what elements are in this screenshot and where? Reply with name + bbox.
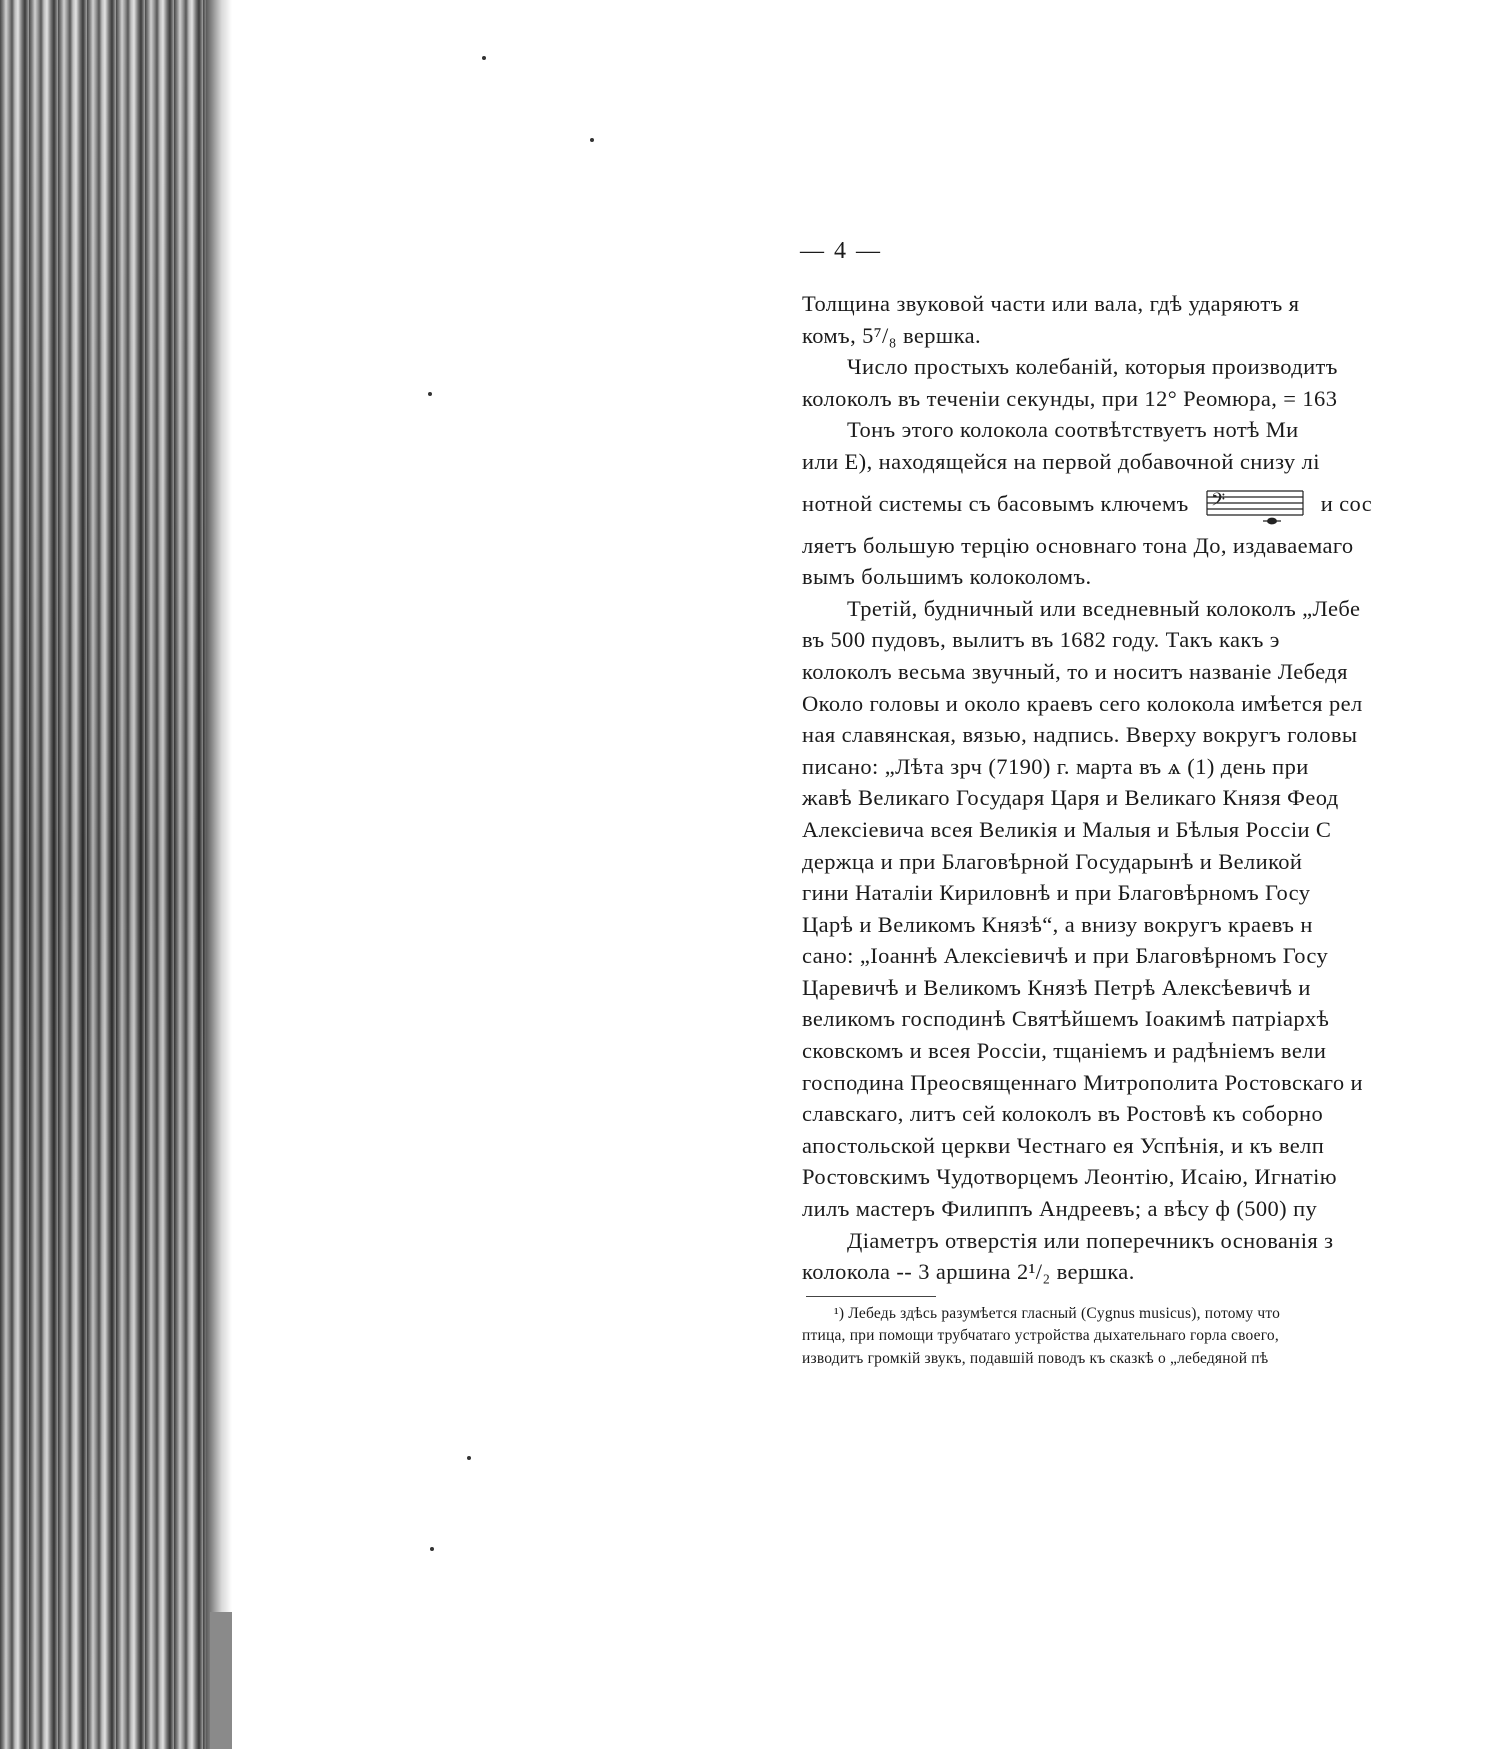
text-line: Третій, будничный или вседневный колоколъ „Лебе — [847, 595, 1361, 621]
scan-speck — [482, 56, 486, 60]
text-line-with-staff — [802, 478, 1502, 530]
text-line: ная славянская, вязью, надпись. Вверху вокругъ головы — [802, 722, 1358, 748]
text-line: или E), находящейся на первой добавочной снизу лі — [802, 448, 1320, 474]
text-line: держца и при Благовѣрной Государынѣ и Великой — [802, 848, 1303, 874]
text-line: Ростовскимъ Чудотворцемъ Леонтію, Исаію, Игнатію — [802, 1164, 1338, 1190]
text-fragment: нотной системы съ басовымъ ключемъ — [802, 490, 1189, 516]
text-line: Число простыхъ колебаній, которыя производитъ — [847, 354, 1338, 380]
text-line: жавѣ Великаго Государя Царя и Великаго Князя Феод — [802, 785, 1339, 811]
text-fragment: и сос — [1320, 490, 1373, 516]
text-line: сано: „Іоаннѣ Алексіевичѣ и при Благовѣрномъ Госу — [802, 943, 1329, 969]
footnote-line: изводитъ громкій звукъ, подавшій поводъ къ сказкѣ о „лебедяной пѣ — [802, 1349, 1269, 1367]
text-line: славскаго, литъ сей колоколъ въ Ростовѣ къ соборно — [802, 1101, 1324, 1127]
book-page — [232, 0, 1373, 1749]
text-line: великомъ господинѣ Святѣйшемъ Іоакимѣ патріархѣ — [802, 1006, 1330, 1032]
text-line: въ 500 пудовъ, вылитъ въ 1682 году. Такъ какъ э — [802, 627, 1280, 653]
scan-speck — [590, 138, 594, 142]
scan-speck — [467, 1456, 471, 1460]
text-line: писано: „Лѣта зрч (7190) г. марта въ ѧ (1) день при — [802, 753, 1309, 779]
text-line: лилъ мастеръ Филиппъ Андреевъ; а вѣсу ф (500) пу — [802, 1196, 1318, 1222]
text-line: Діаметръ отверстія или поперечникъ основанія з — [847, 1227, 1334, 1253]
text-line: гини Наталіи Кириловнѣ и при Благовѣрномъ Госу — [802, 880, 1311, 906]
footnote-line: ¹) Лебедь здѣсь разумѣется гласный (Cygnus musicus), потому что — [834, 1304, 1281, 1322]
text-line: апостольской церкви Честнаго ея Успѣнія, и къ велп — [802, 1132, 1325, 1158]
text-line: колокола -- 3 аршина 2¹/₂ вершка. — [802, 1259, 1135, 1285]
text-line: Алексіевича всея Великія и Малыя и Бѣлыя Россіи С — [802, 816, 1332, 842]
text-line: колоколъ весьма звучный, то и носитъ названіе Лебедя — [802, 658, 1348, 684]
footnote-rule — [806, 1296, 936, 1297]
text-line: господина Преосвященнаго Митрополита Ростовскаго и — [802, 1069, 1363, 1095]
bass-clef-staff-icon — [1205, 487, 1305, 523]
text-line: Царѣ и Великомъ Князѣ“, а внизу вокругъ краевъ н — [802, 911, 1313, 937]
page-number: — 4 — — [800, 238, 882, 264]
book-spine — [0, 0, 232, 1749]
text-line: Около головы и около краевъ сего колокола имѣется рел — [802, 690, 1363, 716]
svg-text:𝄢: 𝄢 — [1210, 490, 1226, 516]
text-line: Царевичѣ и Великомъ Князѣ Петрѣ Алексѣевичѣ и — [802, 974, 1311, 1000]
text-line: ляетъ большую терцію основнаго тона До, издаваемаго — [802, 532, 1354, 558]
scan-speck — [428, 392, 432, 396]
page-gutter — [206, 0, 232, 1749]
text-line: вымъ большимъ колоколомъ. — [802, 564, 1092, 590]
text-line: колоколъ въ теченіи секунды, при 12° Реомюра, = 163 — [802, 385, 1338, 411]
text-line: Толщина звуковой части или вала, гдѣ ударяютъ я — [802, 291, 1300, 316]
scan-speck — [430, 1547, 434, 1551]
text-line: Тонъ этого колокола соотвѣтствуетъ нотѣ Ми — [847, 417, 1299, 443]
text-line: сковскомъ и всея Россіи, тщаніемъ и радѣніемъ вели — [802, 1038, 1327, 1064]
footnote-line: птица, при помощи трубчатаго устройства дыхательнаго горла своего, — [802, 1327, 1279, 1345]
page-text — [802, 288, 1502, 1370]
text-line: комъ, 5⁷/₈ вершка. — [802, 322, 982, 348]
